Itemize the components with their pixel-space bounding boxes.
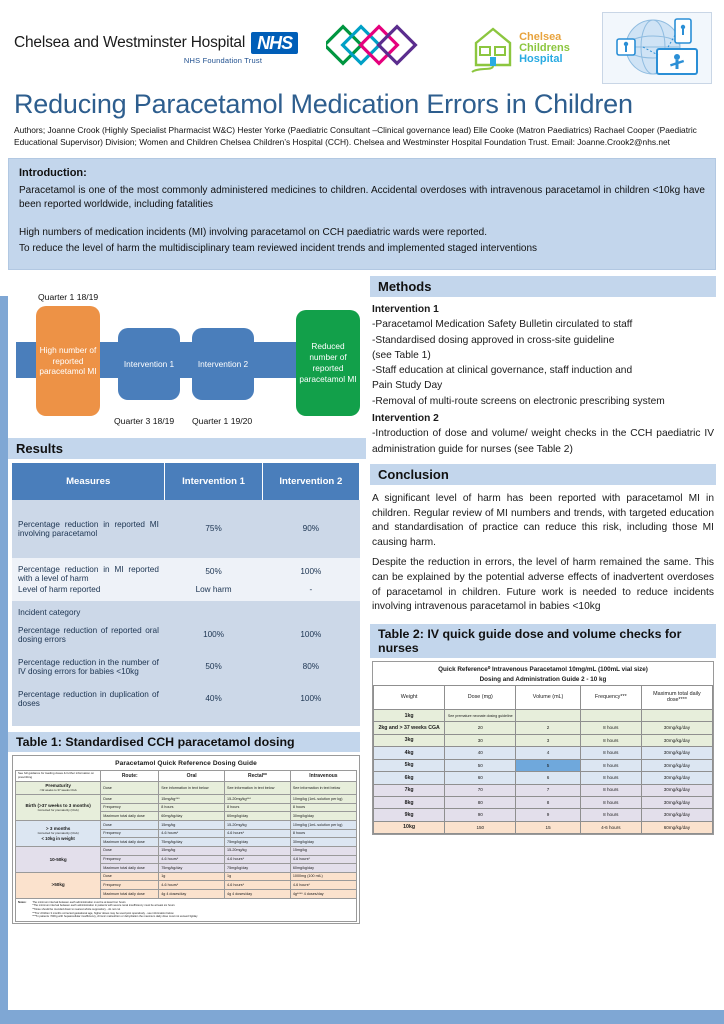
table1-rectal: 75mg/kg/day <box>225 838 291 847</box>
introduction-paragraph-1: Paracetamol is one of the most commonly administered medicines to children. Accidental overdoses with intravenous paracetamol in children <10kg have been reported worldwide, including fatalities <box>19 184 705 211</box>
conclusion-section-title: Conclusion <box>370 464 716 485</box>
results-col-intervention-2: Intervention 2 <box>262 463 359 500</box>
table-row <box>12 558 360 585</box>
table1-oral: 8 hours <box>159 803 225 812</box>
table2-weight: 6kg <box>374 772 445 784</box>
table1-section-title: Table 1: Standardised CCH paracetamol dosing <box>8 732 360 752</box>
flow-box-start: High number of reported paracetamol MI <box>36 306 100 416</box>
table2-frequency <box>580 709 641 721</box>
results-value-i2: 80% <box>302 662 320 672</box>
cch-logo <box>470 23 570 73</box>
table2-max: 30mg/kg/day <box>641 747 712 759</box>
table1-route: Dose <box>101 795 159 804</box>
table2-volume: 15 <box>516 821 580 833</box>
table2-max: 30mg/kg/day <box>641 784 712 796</box>
table1-iv: 30mg/kg/day <box>290 838 356 847</box>
table2-col-dose: Dose (mg) <box>445 686 516 710</box>
results-measure: Percentage reduction in MI reported with a level of harm <box>18 564 159 583</box>
table1-iv: 8 hours <box>290 803 356 812</box>
table-row <box>16 781 357 794</box>
table2-volume: 8 <box>516 796 580 808</box>
flow-label-mid-1: Quarter 3 18/19 <box>114 415 175 426</box>
table2-volume-highlighted: 5 <box>516 759 580 771</box>
table2-volume: 3 <box>516 734 580 746</box>
table2-dose: 150 <box>445 821 516 833</box>
table1-oral: 75mg/kg/day <box>159 864 225 873</box>
table1-rectal: 15-20mg/kg <box>225 821 291 830</box>
table2-frequency: 8 hours <box>580 734 641 746</box>
table1-iv: 8 hours <box>290 829 356 838</box>
cch-line-3: Hospital <box>519 52 563 65</box>
table1-corner-note: See full guidance for loading doses & further information on prescribing <box>16 770 101 781</box>
methods-i2-heading: Intervention 2 <box>372 412 439 424</box>
table1-route: Frequency <box>101 803 159 812</box>
flow-box-intervention-1: Intervention 1 <box>118 328 180 400</box>
table-row <box>12 683 360 726</box>
table1-rectal: 4g 4 doses/day <box>225 890 291 899</box>
table-row <box>12 585 360 601</box>
table1-group-label: Prematurity <32 weeks to 37 weeks CGA <box>16 781 101 794</box>
table2-title <box>373 662 713 685</box>
table-row <box>374 821 713 833</box>
table2-weight: 7kg <box>374 784 445 796</box>
results-value-i2: 100% <box>300 566 322 576</box>
table1-group-label: > 3 months Corrected for prematurity (CGA) < 10kg in weight <box>16 821 101 847</box>
right-column <box>366 276 724 924</box>
table1-iv: 1000mg (100 mlL) <box>290 872 356 881</box>
table1-oral: See information in text below <box>159 781 225 794</box>
results-table <box>12 463 360 726</box>
table1-route: Maximum total daily dose <box>101 890 159 899</box>
table2-col-volume: Volume (mL) <box>516 686 580 710</box>
table1-notes-label: Notes: <box>18 900 27 904</box>
table2-dose: 20 <box>445 722 516 734</box>
table2-volume: 7 <box>516 784 580 796</box>
table-header-row <box>374 686 713 710</box>
table1-rectal: 1g <box>225 872 291 881</box>
left-column <box>0 276 366 924</box>
table-row <box>374 709 713 721</box>
table1-route: Frequency <box>101 829 159 838</box>
results-measure: Percentage reduction in duplication of doses <box>18 689 159 708</box>
table2-weight: 8kg <box>374 796 445 808</box>
results-measure: Percentage reduction of reported oral dosing errors <box>18 625 159 644</box>
trust-subtitle: NHS Foundation Trust <box>183 55 263 65</box>
table2-section-title: Table 2: IV quick guide dose and volume checks for nurses <box>370 624 716 658</box>
table-row <box>12 500 360 558</box>
table-row <box>374 759 713 771</box>
table1-note: **Dose should be rounded down to nearest whole suppository - do not cut <box>32 908 121 912</box>
table-row <box>374 796 713 808</box>
table2-frequency: 8 hours <box>580 722 641 734</box>
table1-oral: 4g 4 doses/day <box>159 890 225 899</box>
table-row <box>374 809 713 821</box>
results-table-wrap <box>8 459 366 726</box>
table-row <box>374 747 713 759</box>
table1-iv: 4-6 hours* <box>290 881 356 890</box>
table2-weight: 4kg <box>374 747 445 759</box>
table-row <box>12 651 360 683</box>
table1-wrap <box>12 755 360 924</box>
results-col-intervention-1: Intervention 1 <box>165 463 262 500</box>
footer-accent-bar <box>0 1010 724 1024</box>
table2-volume: 2 <box>516 722 580 734</box>
table1-rectal: See information in text below <box>225 781 291 794</box>
table1-rectal: 4-6 hours* <box>225 855 291 864</box>
table2-max <box>641 709 712 721</box>
page-title: Reducing Paracetamol Medication Errors in Children <box>14 89 633 119</box>
table2-weight: 3kg <box>374 734 445 746</box>
table2-frequency: 8 hours <box>580 809 641 821</box>
table2 <box>373 685 713 834</box>
table2-max: 30mg/kg/day <box>641 772 712 784</box>
trust-name: Chelsea and Westminster Hospital <box>14 33 246 51</box>
trust-logo <box>14 32 298 65</box>
table2-weight: 9kg <box>374 809 445 821</box>
table1-group-label: >50kg <box>16 872 101 898</box>
methods-i2-justified: -Introduction of dose and volume/ weight checks in the CCH paediatric IV administration guide for nurses (see Table 2) <box>372 428 714 455</box>
table-row <box>16 872 357 881</box>
table2-volume: 4 <box>516 747 580 759</box>
table1-title: Paracetamol Quick Reference Dosing Guide <box>115 759 257 767</box>
results-value-i1: 40% <box>205 694 222 704</box>
table1-rectal: 15-20mg/kg <box>225 846 291 855</box>
table1-iv: 4-6 hours* <box>290 855 356 864</box>
conclusion-paragraph-2: Despite the reduction in errors, the level of harm remained the same. This can be explained by the potential adverse effects of inadvertent overdoses of paracetamol in children. Future work is needed to reduce incidents involving intravenous paracetamol in babies <10kg <box>372 557 714 613</box>
table1-oral: 15mg/kg*** <box>159 795 225 804</box>
table2-dose: 90 <box>445 809 516 821</box>
results-value-i2: 100% <box>300 630 322 640</box>
table2-weight: 2kg and > 37 weeks CGA <box>374 722 445 734</box>
table2-title-line-2: Dosing and Administration Guide 2 - 10 kg <box>479 675 607 683</box>
table1-oral: 4-6 hours* <box>159 829 225 838</box>
table1-col-oral: Oral <box>159 770 225 781</box>
flow-label-mid-2: Quarter 1 19/20 <box>192 415 253 426</box>
methods-i1-line: (see Table 1) <box>372 349 431 361</box>
table1-note: The minimum interval between each administration must be at least four hours <box>32 900 126 904</box>
table-row <box>12 619 360 651</box>
results-value-i1: 75% <box>205 524 222 534</box>
table2-weight: 5kg <box>374 759 445 771</box>
table1-oral: 75mg/kg/day <box>159 838 225 847</box>
table2-frequency: 8 hours <box>580 747 641 759</box>
methods-i1-line: Pain Study Day <box>372 380 443 392</box>
table1-col-rectal: Rectal** <box>225 770 291 781</box>
table1-rectal: 4-6 hours* <box>225 829 291 838</box>
authors-line: Authors; Joanne Crook (Highly Specialist Pharmacist W&C) Hester Yorke (Paediatric Consultant –Clinical governance lead) Elle Cooke (Matron Paediatrics) Rachael Cooper (Paediatric Educational Supervisor) Division; Women and Children Chelsea Children’s Hospital (CCH). Chelsea and Westminster Hospital Foundation Trust. Email: Joanne.Crook2@nhs.net <box>14 124 697 148</box>
table1-route: Dose <box>101 846 159 855</box>
table2-dose: 80 <box>445 796 516 808</box>
table1-oral: 60mg/kg/day <box>159 812 225 821</box>
table1-iv: 15mg/kg <box>290 846 356 855</box>
table1-rectal: 75mg/kg/day <box>225 864 291 873</box>
results-section-title: Results <box>8 438 366 459</box>
table-row <box>374 784 713 796</box>
methods-section-title: Methods <box>370 276 716 297</box>
table1-rectal: 15-20mg/kg*** <box>225 795 291 804</box>
table-row <box>12 601 360 619</box>
results-value-i2: - <box>309 584 313 594</box>
intervention-flow-diagram <box>8 280 366 438</box>
results-measure: Incident category <box>18 607 81 617</box>
table2-max: 30mg/kg/day <box>641 809 712 821</box>
left-accent-bar <box>0 296 8 1010</box>
table1-route: Dose <box>101 821 159 830</box>
table1 <box>15 770 357 899</box>
table1-rectal: 60mg/kg/day <box>225 812 291 821</box>
table1-group-label: 10-50kg <box>16 846 101 872</box>
table2-frequency: 4-6 hours <box>580 821 641 833</box>
table2-frequency: 8 hours <box>580 759 641 771</box>
table1-iv: 30mg/kg/day <box>290 812 356 821</box>
table-header-row <box>16 770 357 781</box>
table1-iv: 10mg/kg (1mL solution per kg) <box>290 821 356 830</box>
table2-max: 60mg/kg/day <box>641 821 712 833</box>
results-col-measures: Measures <box>12 463 165 500</box>
table1-notes <box>15 899 357 922</box>
table1-rectal: 8 hours <box>225 803 291 812</box>
table1-iv: 4g**** 4 doses/day <box>290 890 356 899</box>
diamond-cluster-logo-icon <box>326 23 434 74</box>
introduction-panel <box>8 158 716 270</box>
methods-i1-justified: -Removal of multi-route screens on electronic prescribing system <box>372 395 665 407</box>
table2-col-max: Maximum total daily dose**** <box>641 686 712 710</box>
table2-title-line-1: Quick Reference⁰ Intravenous Paracetamol 10mg/mL (100mL vial size) <box>438 666 648 674</box>
table2-dose: 40 <box>445 747 516 759</box>
methods-i1-heading: Intervention 1 <box>372 303 439 315</box>
table2-dose: 70 <box>445 784 516 796</box>
table1-route: Frequency <box>101 881 159 890</box>
table2-col-weight: Weight <box>374 686 445 710</box>
poster-header <box>0 0 724 88</box>
hospital-house-icon <box>470 23 516 73</box>
table1-route: Maximum total daily dose <box>101 864 159 873</box>
results-value-i1: 100% <box>203 630 225 640</box>
table2-wrap <box>372 661 714 835</box>
table1-oral: 4-6 hours* <box>159 855 225 864</box>
table1-route: Maximum total daily dose <box>101 812 159 821</box>
nhs-logo: NHS <box>251 32 298 54</box>
table-header-row <box>12 463 360 500</box>
table2-max: 30mg/kg/day <box>641 734 712 746</box>
results-value-i1: 50% <box>205 566 222 576</box>
table1-rectal: 4-6 hours* <box>225 881 291 890</box>
conclusion-paragraph-1: A significant level of harm has been reported with paracetamol MI in children. Regular review of MI numbers and trends, with targeted education and standardisation of practice can reduce this risk, including those MI causing harm. <box>372 492 714 549</box>
table2-volume: 9 <box>516 809 580 821</box>
table1-note: ****In patients >50Kg with hepatocellular insufficiency, chronic malnutrition or dehydration the maximum daily dose must not exceed 3g/day <box>32 915 198 919</box>
table1-oral: 15mg/kg <box>159 821 225 830</box>
table2-frequency: 8 hours <box>580 784 641 796</box>
table2-volume: 6 <box>516 772 580 784</box>
table1-route: Dose <box>101 781 159 794</box>
two-column-body <box>0 276 724 924</box>
table1-route: Maximum total daily dose <box>101 838 159 847</box>
results-value-i2: 100% <box>300 694 322 704</box>
table2-max: 30mg/kg/day <box>641 796 712 808</box>
results-value-i1: Low harm <box>195 584 232 594</box>
table1-col-route: Route: <box>101 770 159 781</box>
table2-weight: 1kg <box>374 709 445 721</box>
table1-route: Dose <box>101 872 159 881</box>
table1-oral: 1g <box>159 872 225 881</box>
table1-note: ***For children 3 months corrected gestational age, higher doses may be used post operatively - see information below <box>32 911 174 915</box>
table1-iv: 10mg/kg (1mL solution per kg) <box>290 795 356 804</box>
results-measure: Percentage reduction in the number of IV dosing errors for babies <10kg <box>18 657 159 676</box>
table-row <box>16 795 357 804</box>
table1-route: Frequency <box>101 855 159 864</box>
table1-oral: 4-6 hours* <box>159 881 225 890</box>
methods-i1-line: -Standardised dosing approved in cross-site guideline <box>372 334 615 346</box>
table-row <box>374 722 713 734</box>
cch-line-2: Childrens <box>519 41 570 54</box>
table2-max: 30mg/kg/day <box>641 759 712 771</box>
table2-weight: 10kg <box>374 821 445 833</box>
table1-group-label: Birth (>37 weeks to 3 months) Corrected for prematurity (CGA) <box>16 795 101 821</box>
cch-line-1: Chelsea <box>519 30 562 43</box>
methods-i1-line: -Staff education at clinical governance, staff induction and <box>372 365 633 377</box>
introduction-paragraph-2: High numbers of medication incidents (MI) involving paracetamol on CCH paediatric wards were reported. <box>19 226 487 238</box>
results-value-i2: 90% <box>302 524 320 534</box>
table2-frequency: 8 hours <box>580 772 641 784</box>
table2-dose: See premature neonate dosing guideline <box>445 709 516 721</box>
table1-col-iv: Intravenous <box>290 770 356 781</box>
conclusion-body <box>370 485 716 624</box>
table1-iv: See information in text below <box>290 781 356 794</box>
table2-max: 30mg/kg/day <box>641 722 712 734</box>
results-measure: Percentage reduction in reported MI involving paracetamol <box>18 519 159 538</box>
results-value-i1 <box>165 601 262 619</box>
table2-dose: 50 <box>445 759 516 771</box>
introduction-heading: Introduction: <box>19 166 87 179</box>
table1-note: *The minimum interval between each administration in patients with severe renal insufficiency must be at least six hours <box>32 904 175 908</box>
digital-health-globe-logo-icon <box>602 12 712 84</box>
table1-oral: 15mg/kg <box>159 846 225 855</box>
results-value-i2 <box>262 601 359 619</box>
results-measure: Level of harm reported <box>18 584 101 594</box>
table-row <box>16 821 357 830</box>
introduction-paragraph-3: To reduce the level of harm the multidisciplinary team reviewed incident trends and implemented staged interventions <box>19 243 538 255</box>
methods-body <box>370 297 716 457</box>
table-row <box>374 772 713 784</box>
table2-frequency: 8 hours <box>580 796 641 808</box>
flow-box-intervention-2: Intervention 2 <box>192 328 254 400</box>
table1-iv: 60mg/kg/day <box>290 864 356 873</box>
table-row <box>374 734 713 746</box>
table2-dose: 60 <box>445 772 516 784</box>
flow-box-end: Reduced number of reported paracetamol MI <box>296 310 360 416</box>
table2-dose: 30 <box>445 734 516 746</box>
flow-label-start: Quarter 1 18/19 <box>38 291 99 302</box>
table-row <box>16 846 357 855</box>
table2-volume <box>516 709 580 721</box>
table2-col-frequency: Frequency*** <box>580 686 641 710</box>
results-value-i1: 50% <box>205 662 222 672</box>
methods-i1-line: -Paracetamol Medication Safety Bulletin circulated to staff <box>372 319 633 331</box>
